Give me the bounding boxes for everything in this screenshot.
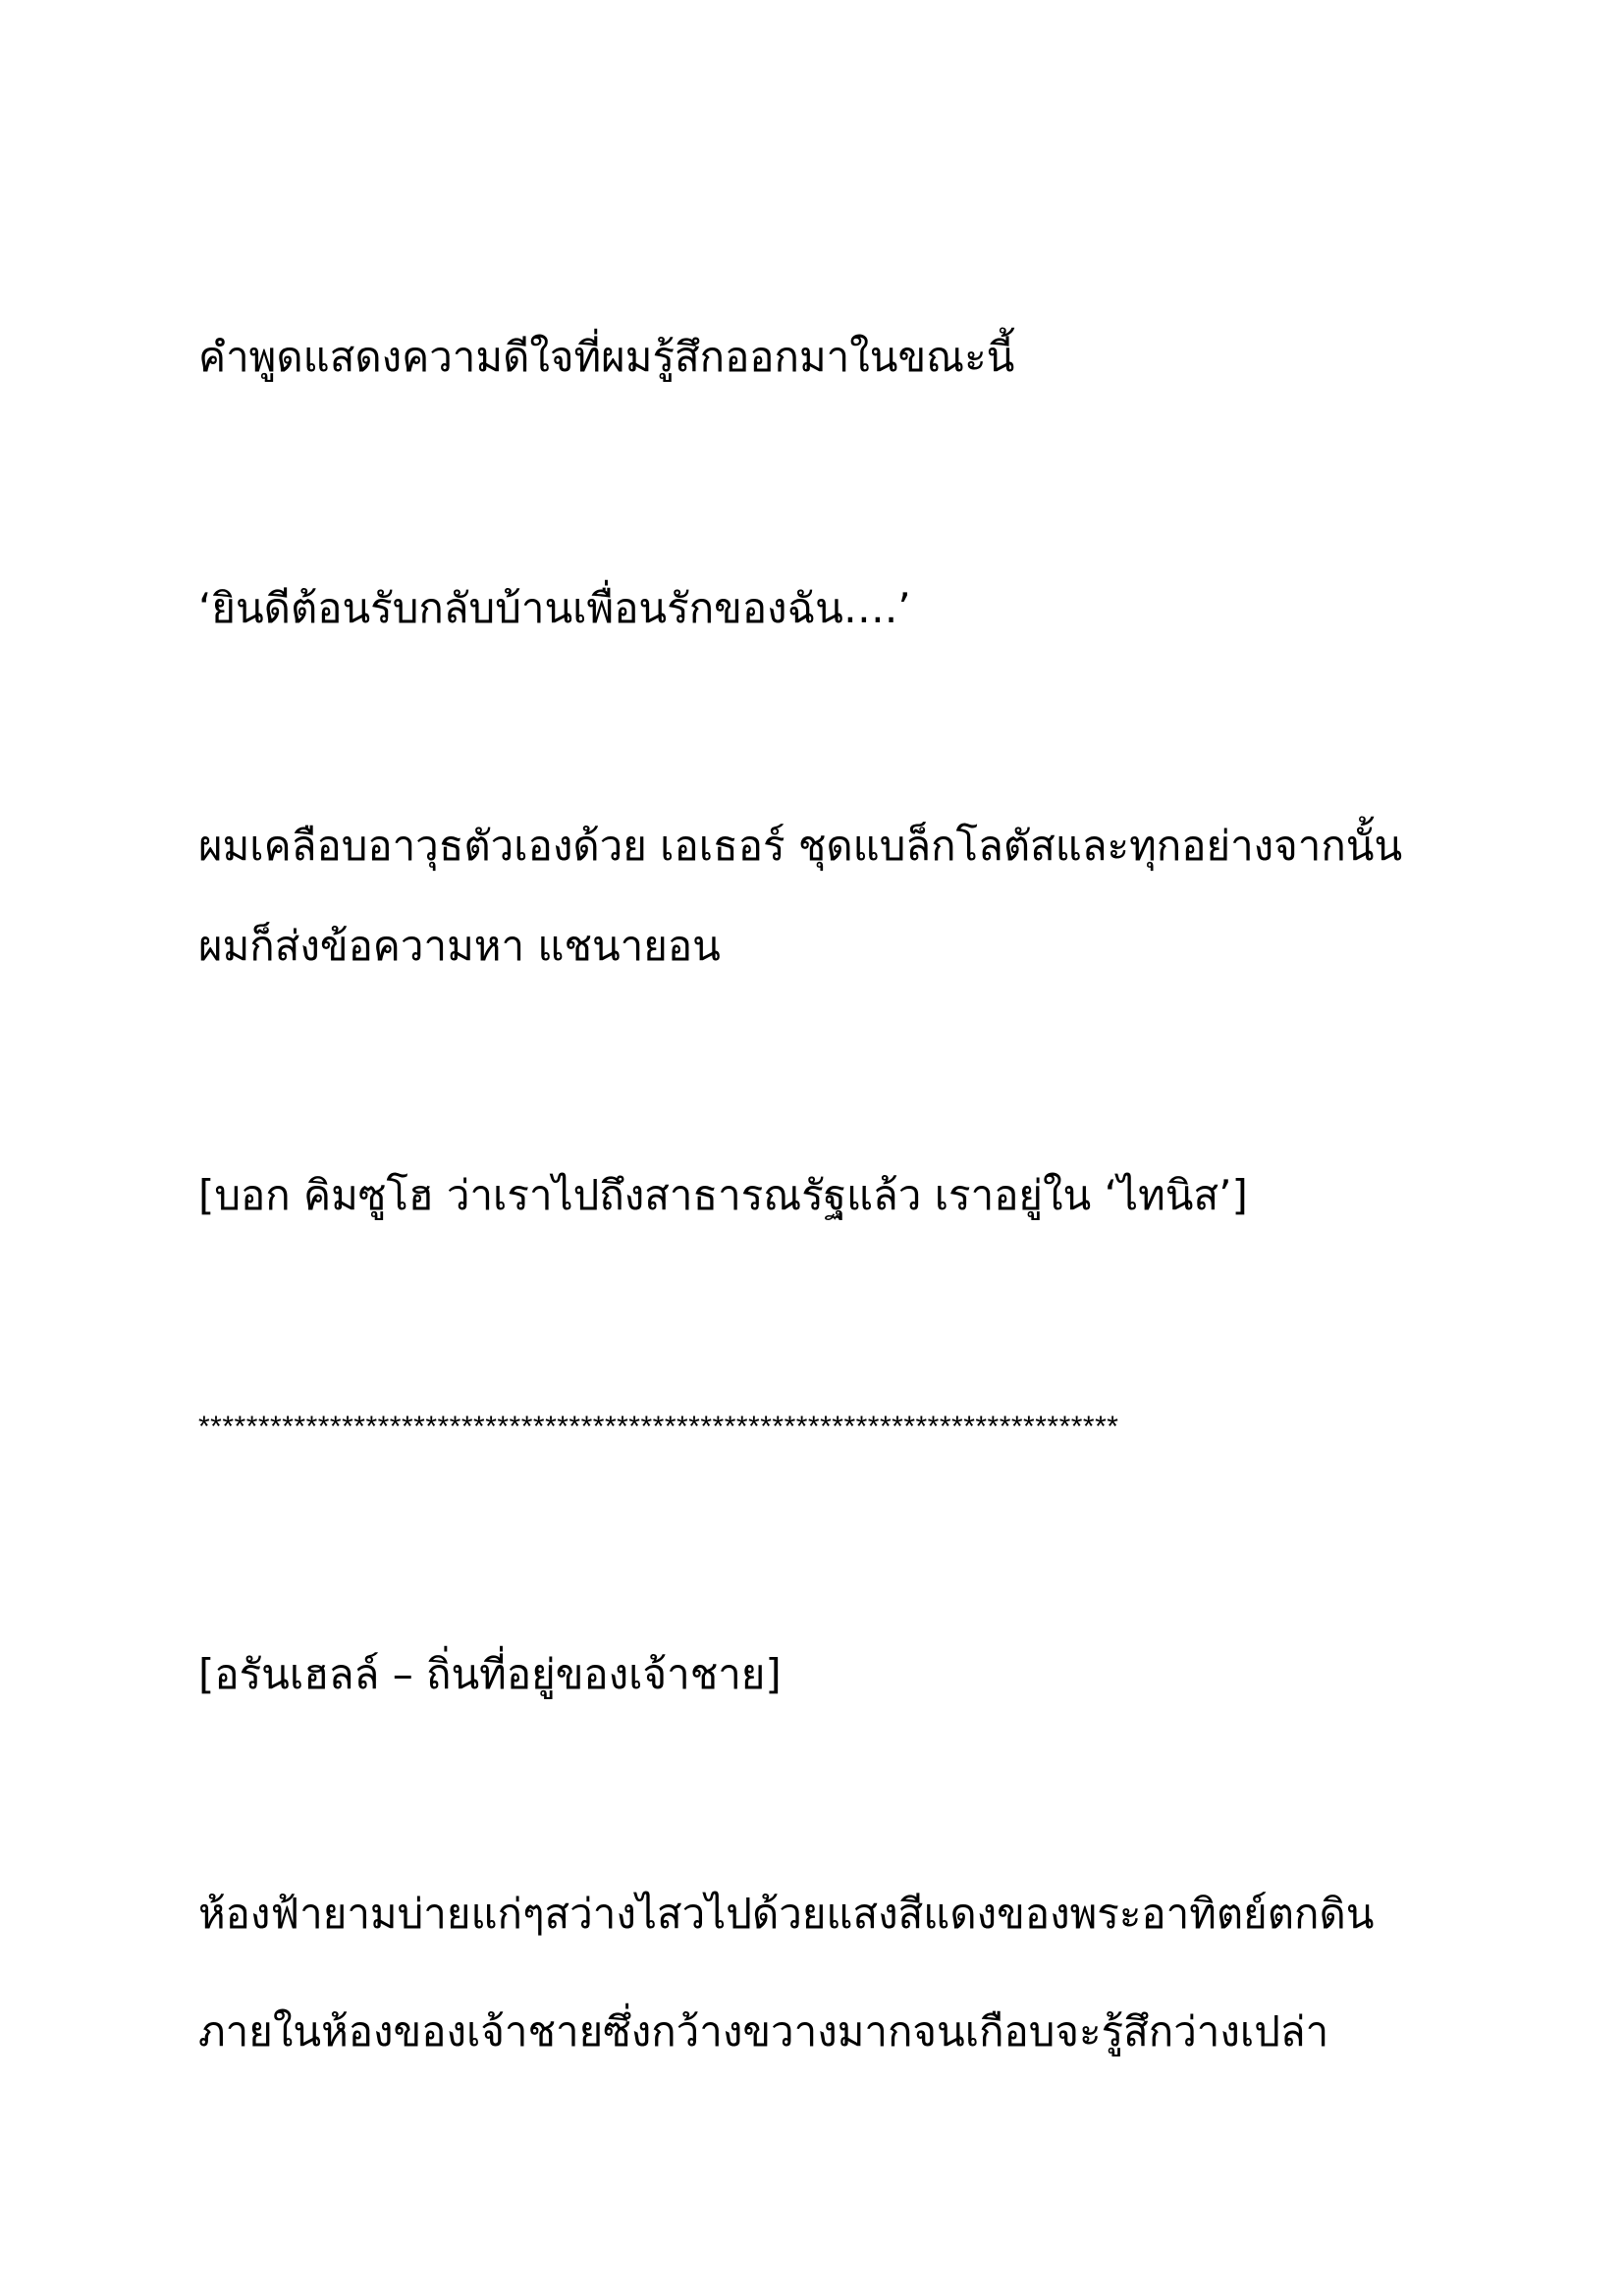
- paragraph-line: ‘ยินดีต้อนรับกลับบ้านเพื่อนรักของฉัน….’: [198, 584, 911, 632]
- scene-heading: [อรันเฮลล์ – ถิ่นที่อยู่ของเจ้าชาย]: [198, 1650, 782, 1698]
- scene-separator: *****************************************************************************: [198, 1411, 1119, 1443]
- paragraph-line: ห้องฟ้ายามบ่ายแก่ๆสว่างไสวไปด้วยแสงสีแดงของพระอาทิตย์ตกดิน: [198, 1890, 1375, 1938]
- paragraph-line: [บอก คิมซูโฮ ว่าเราไปถึงสาธารณรัฐแล้ว เราอยู่ใน ‘ไทนิส’]: [198, 1171, 1248, 1219]
- paragraph-line: ผมก็ส่งข้อความหา แชนายอน: [198, 922, 721, 970]
- paragraph-line: ผมเคลือบอาวุธตัวเองด้วย เอเธอร์ ชุดแบล็กโลตัสและทุกอย่างจากนั้น: [198, 822, 1403, 870]
- paragraph-line: คำพูดแสดงความดีใจที่ผมรู้สึกออกมาในขณะนี้: [198, 333, 1015, 381]
- paragraph-line: ภายในห้องของเจ้าชายซึ่งกว้างขวางมากจนเกือบจะรู้สึกว่างเปล่า: [198, 2007, 1329, 2056]
